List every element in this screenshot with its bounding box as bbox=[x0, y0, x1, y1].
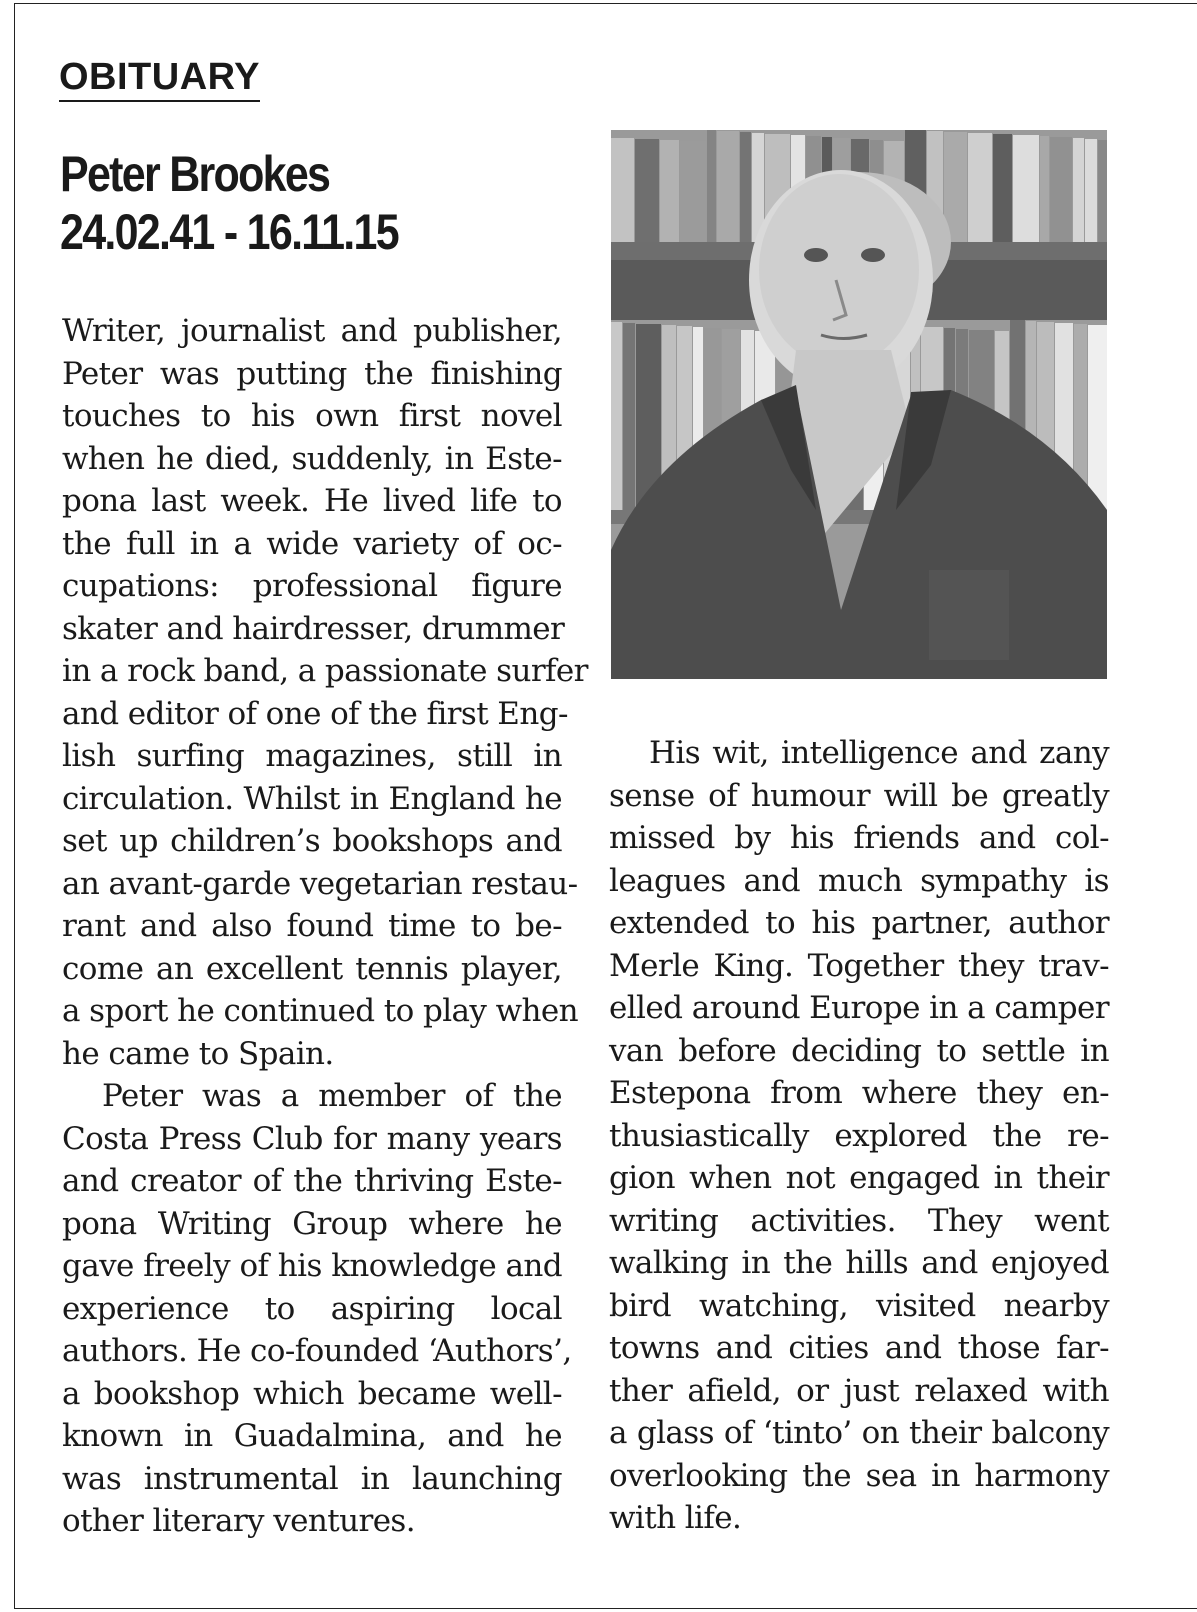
article-column-right bbox=[609, 732, 1109, 1540]
text-line: other literary ventures. bbox=[62, 1503, 415, 1539]
article-column-left bbox=[62, 310, 588, 1543]
text-line: overlooking the sea in harmony bbox=[609, 1457, 1109, 1494]
headline-name: Peter Brookes bbox=[60, 146, 330, 202]
text-line: authors. He co-founded ‘Authors’, bbox=[62, 1333, 572, 1369]
text-line: Writer, journalist and publisher, bbox=[62, 313, 562, 349]
text-line: a sport he continued to play when bbox=[62, 993, 578, 1029]
portrait-photo bbox=[611, 130, 1107, 679]
text-line: experience to aspiring local bbox=[62, 1290, 562, 1327]
text-line: gion when not engaged in their bbox=[609, 1160, 1109, 1196]
text-line: with life. bbox=[609, 1500, 742, 1536]
paragraph-1 bbox=[62, 310, 588, 1075]
text-line: was instrumental in launching bbox=[62, 1460, 562, 1497]
text-line: when he died, suddenly, in Este- bbox=[62, 440, 562, 477]
paragraph-3 bbox=[609, 732, 1109, 1540]
text-line: come an excellent tennis player, bbox=[62, 950, 562, 987]
text-line: set up children’s bookshops and bbox=[62, 823, 562, 859]
text-line: writing activities. They went bbox=[609, 1202, 1109, 1239]
text-line: Merle King. Together they trav- bbox=[609, 947, 1109, 984]
text-line: circulation. Whilst in England he bbox=[62, 780, 562, 817]
text-line: Estepona from where they en- bbox=[609, 1075, 1109, 1111]
text-line: missed by his friends and col- bbox=[609, 820, 1109, 856]
text-line: the full in a wide variety of oc- bbox=[62, 525, 562, 562]
text-line: walking in the hills and enjoyed bbox=[609, 1245, 1109, 1281]
text-line: and creator of the thriving Este- bbox=[62, 1163, 562, 1199]
text-line: he came to Spain. bbox=[62, 1035, 334, 1072]
text-line: thusiastically explored the re- bbox=[609, 1117, 1109, 1154]
headline bbox=[60, 145, 560, 261]
text-line: sense of humour will be greatly bbox=[609, 777, 1109, 814]
text-line: touches to his own first novel bbox=[62, 398, 562, 434]
text-line: skater and hairdresser, drummer bbox=[62, 610, 565, 647]
text-line: ther afield, or just relaxed with bbox=[609, 1372, 1109, 1409]
section-label: OBITUARY bbox=[59, 58, 260, 102]
text-line: Peter was putting the finishing bbox=[62, 355, 562, 392]
paragraph-2 bbox=[62, 1075, 572, 1543]
text-line: elled around Europe in a camper bbox=[609, 990, 1109, 1026]
text-line: Costa Press Club for many years bbox=[62, 1120, 562, 1157]
text-line: van before deciding to settle in bbox=[609, 1032, 1109, 1069]
text-line: Peter was a member of the bbox=[102, 1078, 562, 1114]
text-line: known in Guadalmina, and he bbox=[62, 1418, 562, 1454]
text-line: leagues and much sympathy is bbox=[609, 862, 1109, 899]
text-line: an avant-garde vegetarian restau- bbox=[62, 865, 578, 902]
text-line: and editor of one of the first Eng- bbox=[62, 695, 568, 732]
text-line: lish surfing magazines, still in bbox=[62, 738, 562, 774]
text-line: a bookshop which became well- bbox=[62, 1375, 562, 1412]
text-line: His wit, intelligence and zany bbox=[649, 735, 1109, 771]
text-line: rant and also found time to be- bbox=[62, 908, 562, 944]
headline-dates: 24.02.41 - 16.11.15 bbox=[60, 204, 398, 260]
text-line: in a rock band, a passionate surfer bbox=[62, 653, 588, 689]
text-line: towns and cities and those far- bbox=[609, 1330, 1109, 1366]
text-line: cupations: professional figure bbox=[62, 568, 562, 604]
text-line: extended to his partner, author bbox=[609, 905, 1109, 941]
text-line: a glass of ‘tinto’ on their balcony bbox=[609, 1415, 1109, 1451]
text-line: pona last week. He lived life to bbox=[62, 483, 562, 519]
portrait-illustration bbox=[611, 130, 1107, 679]
text-line: bird watching, visited nearby bbox=[609, 1287, 1109, 1324]
text-line: gave freely of his knowledge and bbox=[62, 1248, 562, 1284]
text-line: pona Writing Group where he bbox=[62, 1205, 562, 1242]
